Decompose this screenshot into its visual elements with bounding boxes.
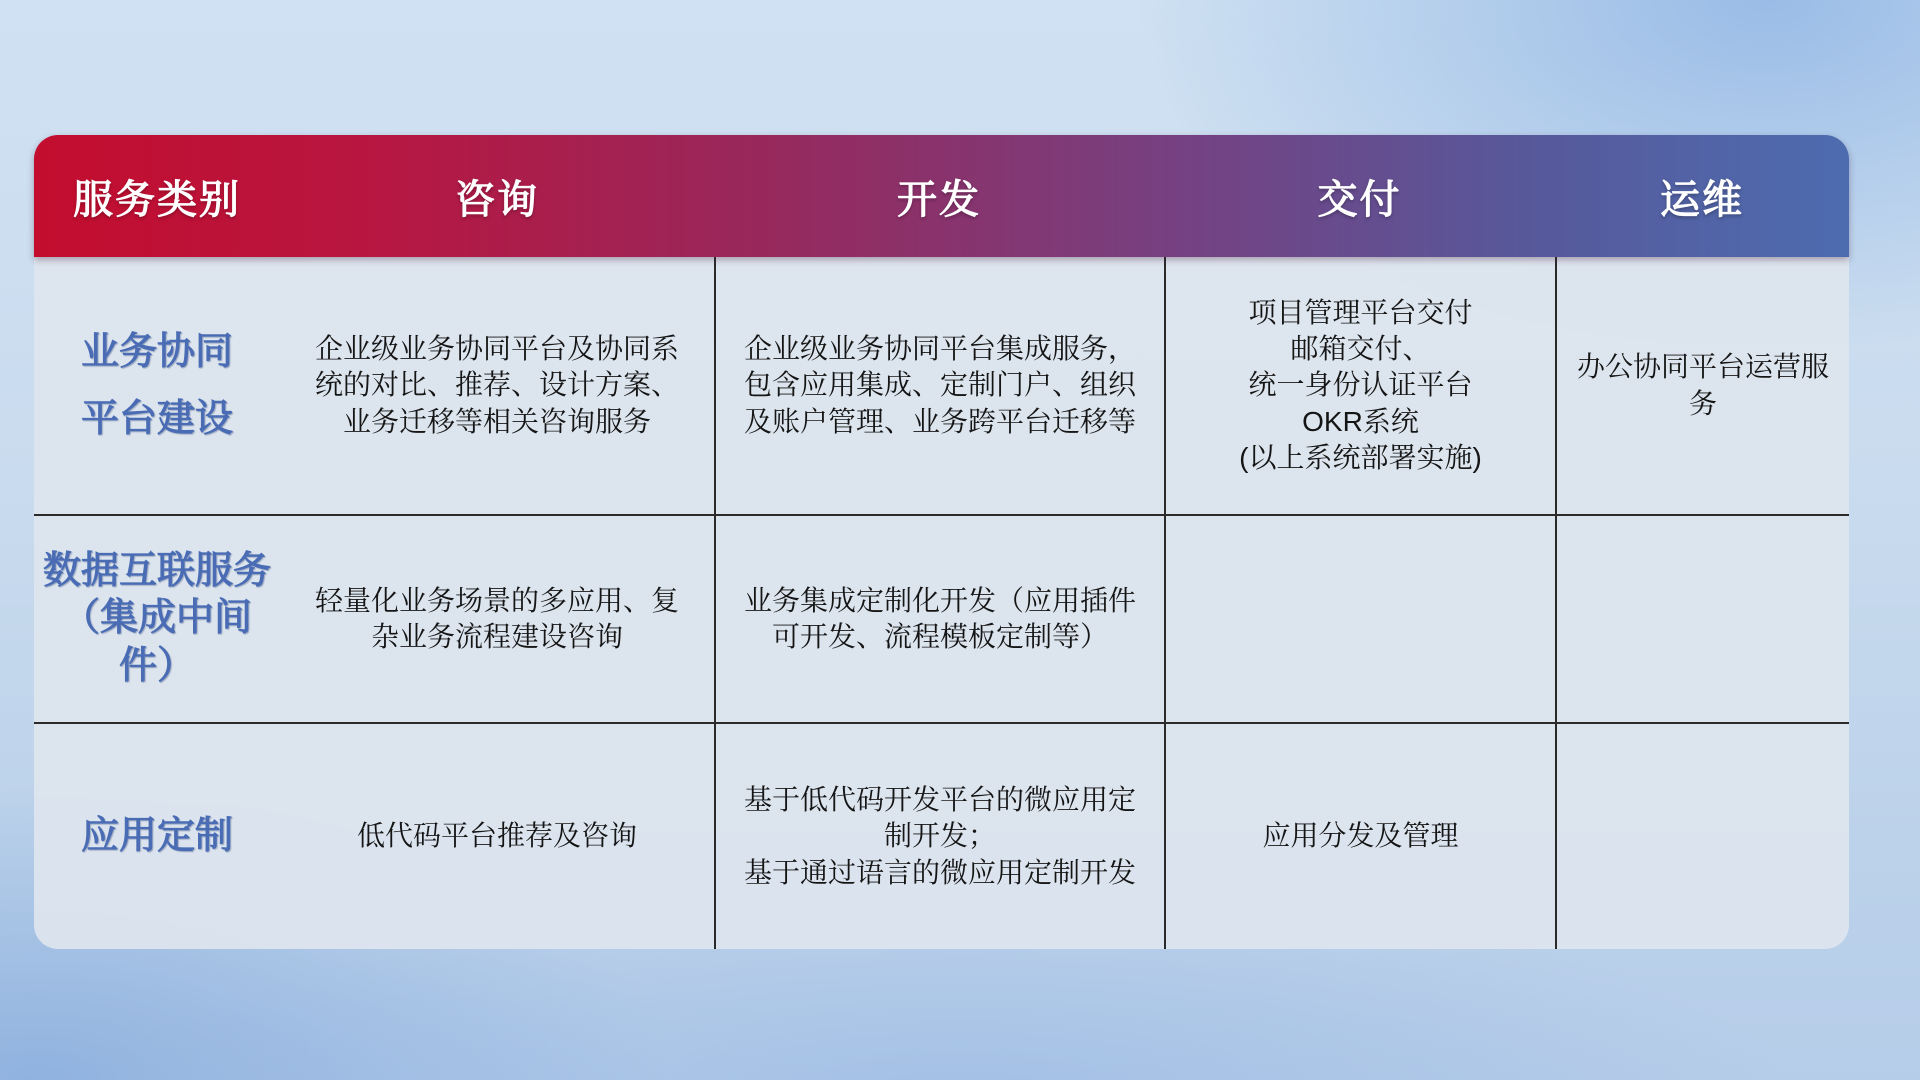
table-row <box>34 257 1849 514</box>
column-header-development: 开发 <box>897 177 981 222</box>
cell-line: (以上系统部署实施) <box>1239 442 1482 474</box>
cell-operations <box>1555 516 1849 722</box>
cell-delivery <box>1164 724 1555 949</box>
cell-line: 轻量化业务场景的多应用、复 <box>314 584 679 616</box>
cell-line: 业务协同 <box>80 331 233 374</box>
cell-line: 低代码平台推荐及咨询 <box>356 820 637 852</box>
cell-line: 基于通过语言的微应用定制开发 <box>743 856 1136 888</box>
table-body <box>34 257 1849 949</box>
cell-category <box>34 257 280 514</box>
cell-line: 统的对比、推荐、设计方案、 <box>314 369 679 401</box>
cell-line: 企业级业务协同平台集成服务， <box>743 332 1136 364</box>
cell-line: 平台建设 <box>80 397 233 440</box>
service-matrix-table <box>34 135 1849 949</box>
table-row <box>34 514 1849 722</box>
cell-category <box>34 724 280 949</box>
cell-line: （集成中间件） <box>61 597 252 687</box>
cell-development <box>714 724 1164 949</box>
cell-delivery <box>1164 257 1555 514</box>
cell-line: 包含应用集成、定制门户、组织 <box>743 369 1136 401</box>
cell-consulting <box>280 516 714 722</box>
cell-line: 业务集成定制化开发（应用插件 <box>743 584 1136 616</box>
cell-development <box>714 257 1164 514</box>
cell-line: 基于低代码开发平台的微应用定 <box>743 783 1136 815</box>
table-header-row <box>34 135 1849 257</box>
cell-line: 可开发、流程模板定制等） <box>771 621 1108 652</box>
cell-operations <box>1555 257 1849 514</box>
column-header-operations: 运维 <box>1660 177 1744 222</box>
cell-category <box>34 516 280 722</box>
cell-line: 业务迁移等相关咨询服务 <box>342 405 651 437</box>
cell-consulting <box>280 724 714 949</box>
column-header-delivery: 交付 <box>1317 177 1402 222</box>
cell-line: 统一身份认证平台 <box>1248 369 1473 401</box>
column-header-category: 服务类别 <box>73 177 241 222</box>
cell-operations <box>1555 724 1849 949</box>
cell-line: 应用定制 <box>80 814 233 857</box>
cell-consulting <box>280 257 714 514</box>
cell-line: 应用分发及管理 <box>1262 820 1459 852</box>
cell-line: 项目管理平台交付 <box>1248 296 1473 328</box>
cell-line: 制开发； <box>883 820 996 852</box>
column-header-consulting: 咨询 <box>455 177 539 222</box>
cell-development <box>714 516 1164 722</box>
cell-line: 数据互联服务 <box>42 549 271 592</box>
cell-line: 邮箱交付、 <box>1290 332 1431 364</box>
cell-delivery <box>1164 516 1555 722</box>
cell-line: 办公协同平台运营服务 <box>1576 351 1829 419</box>
cell-line: OKR系统 <box>1302 405 1419 437</box>
cell-line: 企业级业务协同平台及协同系 <box>314 332 679 364</box>
table-row <box>34 722 1849 949</box>
cell-line: 杂业务流程建设咨询 <box>370 621 623 652</box>
cell-line: 及账户管理、业务跨平台迁移等 <box>743 405 1136 437</box>
